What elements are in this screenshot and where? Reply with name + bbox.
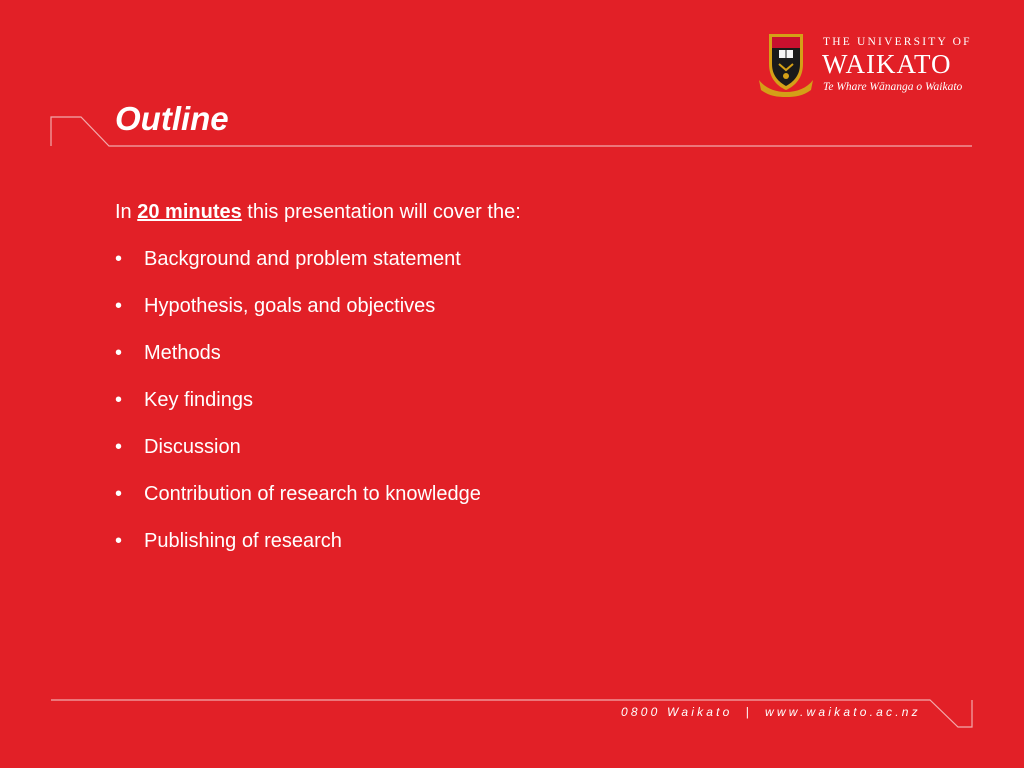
outline-item-text: Contribution of research to knowledge (144, 483, 481, 505)
university-crest-icon (755, 30, 817, 98)
outline-item-text: Publishing of research (144, 530, 342, 552)
outline-item-text: Discussion (144, 436, 241, 458)
bullet-icon: • (115, 295, 123, 317)
footer-phone: 0800 Waikato (621, 705, 733, 719)
outline-item (115, 340, 815, 366)
outline-item-text: Background and problem statement (144, 248, 461, 270)
logo-maori-name: Te Whare Wānanga o Waikato (823, 81, 963, 93)
slide-title: Outline (115, 100, 229, 137)
outline-item-text: Key findings (144, 389, 253, 411)
bullet-icon: • (115, 530, 123, 552)
outline-list (115, 246, 815, 554)
intro-suffix: this presentation will cover the: (241, 201, 521, 223)
intro-prefix: In (115, 201, 138, 223)
outline-item (115, 528, 815, 554)
outline-item (115, 481, 815, 507)
outline-item (115, 293, 815, 319)
logo-waikato: WAIKATO (822, 49, 952, 79)
bullet-icon: • (115, 342, 123, 364)
outline-item-text: Methods (144, 342, 221, 364)
bullet-icon: • (115, 483, 123, 505)
slide-content (115, 199, 815, 575)
outline-item (115, 246, 815, 272)
intro-sentence (115, 199, 815, 225)
outline-item (115, 387, 815, 413)
university-logo (755, 30, 980, 100)
bullet-icon: • (115, 389, 123, 411)
footer-website: www.waikato.ac.nz (765, 705, 921, 719)
footer-contact (621, 705, 921, 719)
outline-item (115, 434, 815, 460)
bullet-icon: • (115, 248, 123, 270)
outline-item-text: Hypothesis, goals and objectives (144, 295, 436, 317)
bullet-icon: • (115, 436, 123, 458)
footer-separator: | (745, 705, 752, 719)
logo-university-of: THE UNIVERSITY OF (823, 36, 972, 48)
intro-duration: 20 minutes (137, 201, 242, 223)
